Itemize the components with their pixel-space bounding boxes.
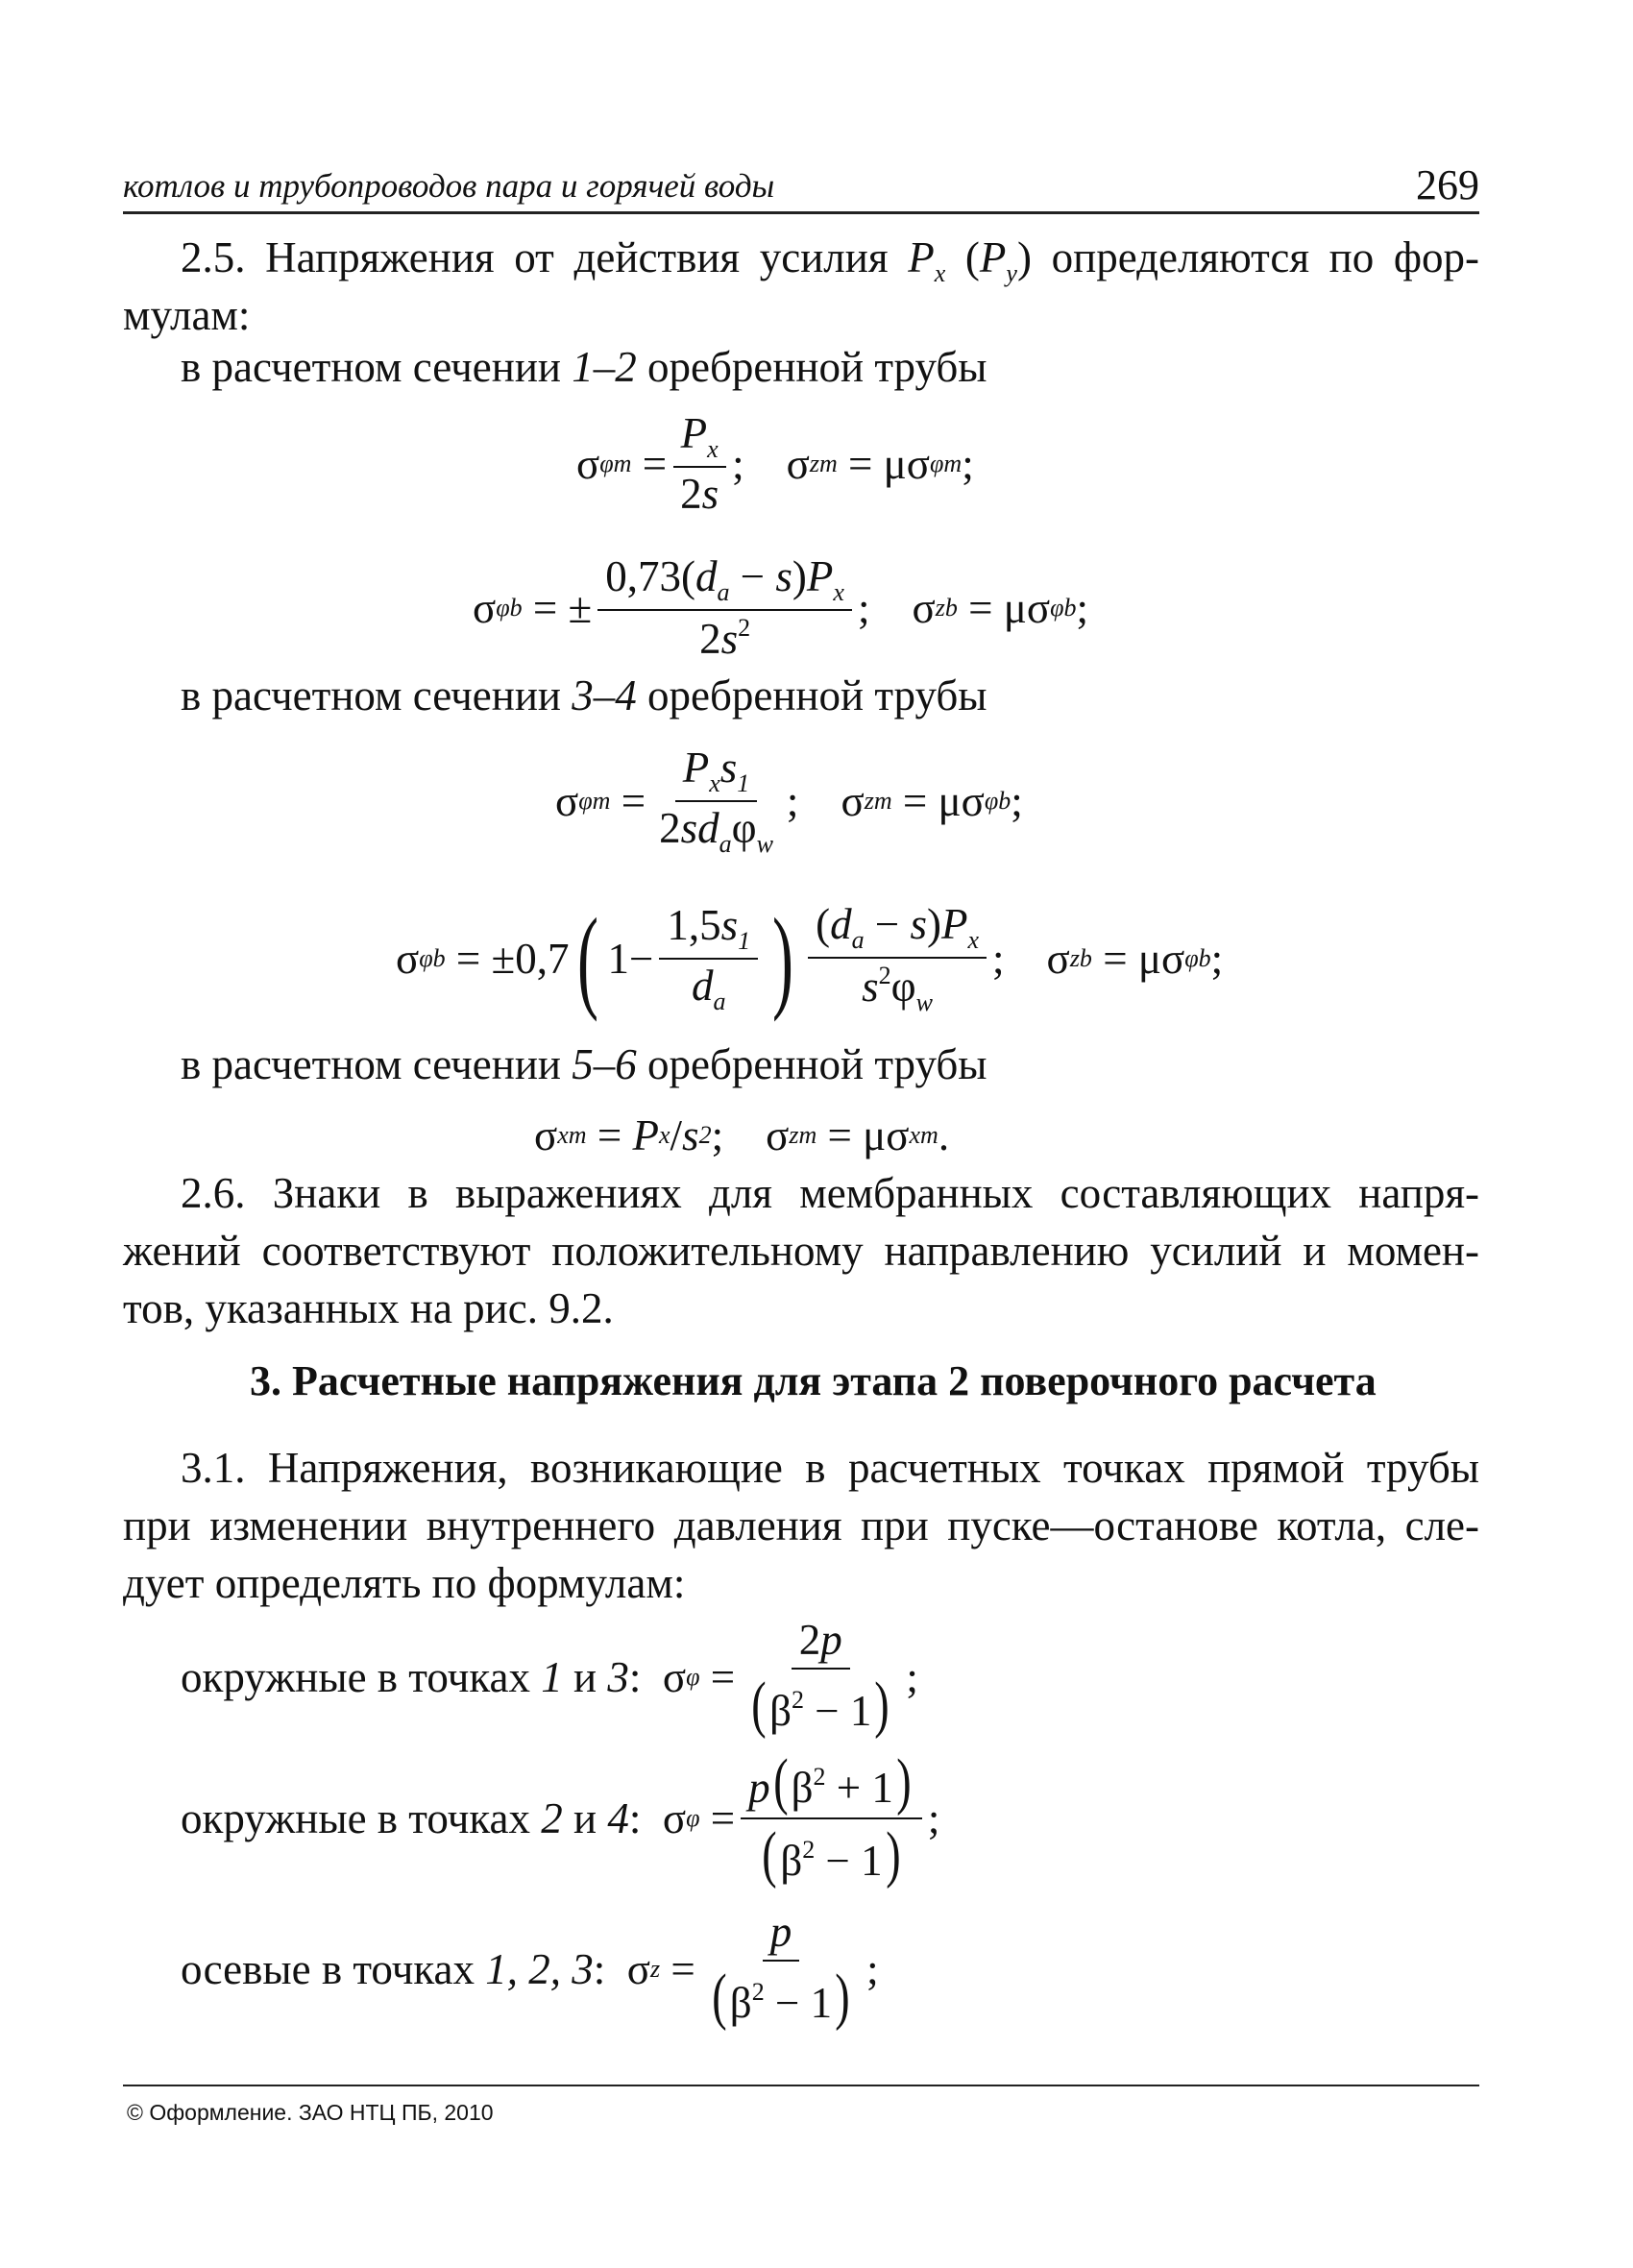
formula-sigma-phi-m-2: σ φm = $\frac{P_xs_1}{2sd_a\varphi_w}$ ; σ zm = μσ φb ; — [555, 743, 1023, 858]
running-title: котлов и трубопроводов пара и горячей воды — [123, 167, 775, 205]
paragraph-2-6-line-1: 2.6. Знаки в выражениях для мембранных составляющих напря- — [181, 1169, 1479, 1217]
paragraph-2-6-line-3: тов, указанных на рис. 9.2. — [123, 1284, 614, 1332]
paragraph-3-1-line-3: дует определять по формулам: — [123, 1559, 686, 1607]
formula-sigma-phi-b-1: σ φb = ± $\frac{0,73(d_a - s)P_x}{2s^2}$ ; σ zb = μσ φb ; — [473, 551, 1089, 664]
section-1-2-caption: в расчетном сечении 1–2 оребренной трубы — [181, 343, 987, 391]
formula-sigma-xm: σ xm = P x / s 2 ; σ zm = μσ xm . — [534, 1110, 950, 1159]
formula-hoop-points-2-4: окружные в точках 2 и 4 : σ φ = $\frac{p(\beta^2 + 1)}{(\beta^2 - 1)}$ ; — [181, 1746, 940, 1890]
copyright-footer: © Оформление. ЗАО НТЦ ПБ, 2010 — [127, 2100, 494, 2125]
page-number: 269 — [1416, 161, 1479, 208]
formula-hoop-points-1-3: окружные в точках 1 и 3 : σ φ = $\frac{2p}{(\beta^2 - 1)}$ ; — [181, 1616, 918, 1740]
section-3-4-caption: в расчетном сечении 3–4 оребренной трубы — [181, 671, 987, 719]
paragraph-2-6-line-2: жений соответствуют положительному направлению усилий и момен- — [123, 1227, 1479, 1275]
footer-rule — [123, 2085, 1479, 2086]
paragraph-3-1-line-2: при изменении внутреннего давления при пуске—останове котла, сле- — [123, 1501, 1479, 1549]
formula-sigma-phi-m-1: σ φm = $\frac{P_x}{2s}$ ; σ zm = μσ φm ; — [576, 408, 974, 519]
section-5-6-caption: в расчетном сечении 5–6 оребренной трубы — [181, 1040, 987, 1088]
paragraph-3-1-line-1: 3.1. Напряжения, возникающие в расчетных точках прямой трубы — [181, 1444, 1479, 1492]
running-header — [123, 154, 1479, 214]
paragraph-2-5-line-1: 2.5. Напряжения от действия усилия $P_x$ $(P_y)$ определяются по фор- — [181, 233, 1480, 287]
formula-sigma-phi-b-2: σ φb = ±0,7 ( 1− $\frac{1,5s_1}{d_a}$ ) $\frac{(d_a - s)P_x}{s^2\varphi_w}$ ; σ zb = μσ φb ; — [396, 894, 1224, 1022]
formula-axial-points-1-2-3: осевые в точках 1, 2, 3 : σ z = $\frac{p}{(\beta^2 - 1)}$ ; — [181, 1908, 879, 2032]
paragraph-2-5-line-2: мулам: — [123, 291, 251, 339]
section-heading-3: 3. Расчетные напряжения для этапа 2 поверочного расчета — [250, 1357, 1377, 1404]
